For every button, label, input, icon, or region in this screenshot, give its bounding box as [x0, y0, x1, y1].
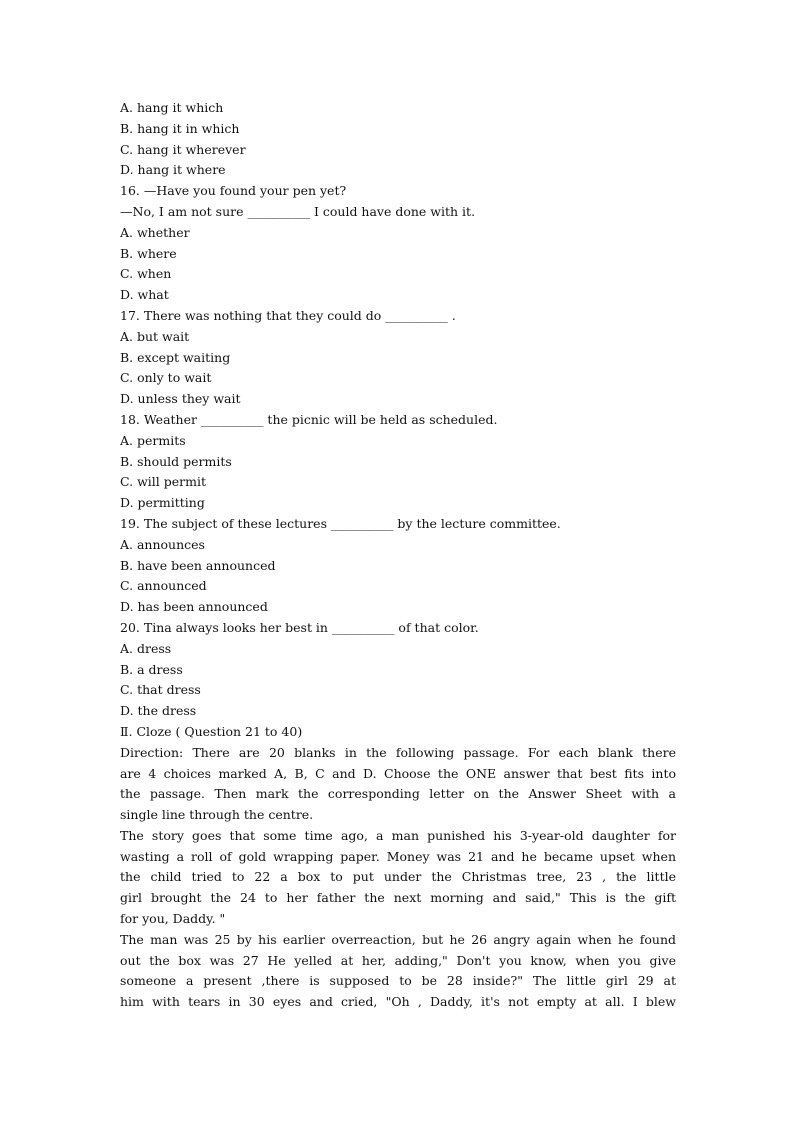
passage-line: The man was 25 by his earlier overreaction, but he 26 angry again when he found [120, 931, 676, 947]
option-line: C. hang it wherever [120, 141, 246, 157]
question-20-stem: 20. Tina always looks her best in __________ of that color. [120, 619, 479, 635]
question-16-stem: 16. —Have you found your pen yet? [120, 183, 347, 199]
option-line: A. but wait [120, 328, 190, 344]
section-heading: Ⅱ. Cloze ( Question 21 to 40) [120, 723, 303, 739]
option-line: C. only to wait [120, 370, 212, 386]
passage-line: someone a present ,there is supposed to be 28 inside?" The little girl 29 at [120, 973, 676, 989]
option-line: D. the dress [120, 703, 197, 719]
option-line: A. announces [120, 536, 205, 552]
option-line: D. hang it where [120, 162, 226, 178]
question-18-stem: 18. Weather __________ the picnic will be held as scheduled. [120, 411, 498, 427]
option-line: C. will permit [120, 474, 206, 490]
option-line: B. where [120, 245, 177, 261]
option-line: B. except waiting [120, 349, 231, 365]
option-line: C. that dress [120, 682, 201, 698]
option-line: C. when [120, 266, 172, 282]
option-line: A. whether [120, 224, 190, 240]
option-line: B. should permits [120, 453, 232, 469]
option-line: B. hang it in which [120, 120, 240, 136]
passage-line: The story goes that some time ago, a man punished his 3-year-old daughter for [120, 827, 676, 843]
option-line: A. permits [120, 432, 186, 448]
passage-line: girl brought the 24 to her father the next morning and said," This is the gift [120, 890, 676, 906]
direction-line: the passage. Then mark the corresponding letter on the Answer Sheet with a [120, 786, 676, 802]
passage-line: wasting a roll of gold wrapping paper. Money was 21 and he became upset when [120, 848, 676, 864]
option-line: A. dress [120, 640, 172, 656]
direction-line: single line through the centre. [120, 807, 314, 823]
option-line: D. has been announced [120, 599, 268, 615]
passage-line: him with tears in 30 eyes and cried, "Oh , Daddy, it's not empty at all. I blew [120, 994, 676, 1010]
exam-document [120, 98, 676, 1013]
option-line: A. hang it which [120, 100, 224, 115]
option-line: B. a dress [120, 661, 183, 677]
passage-line: out the box was 27 He yelled at her, adding," Don't you know, when you give [120, 952, 676, 968]
question-19-stem: 19. The subject of these lectures __________ by the lecture committee. [120, 515, 561, 531]
direction-line: Direction: There are 20 blanks in the following passage. For each blank there [120, 744, 676, 760]
option-line: D. unless they wait [120, 391, 241, 407]
option-line: D. what [120, 287, 169, 303]
direction-line: are 4 choices marked A, B, C and D. Choose the ONE answer that best fits into [120, 765, 676, 781]
passage-line: the child tried to 22 a box to put under the Christmas tree, 23 , the little [120, 869, 676, 885]
option-line: B. have been announced [120, 557, 276, 573]
option-line: D. permitting [120, 495, 205, 511]
question-17-stem: 17. There was nothing that they could do __________ . [120, 307, 456, 323]
question-16-reply: —No, I am not sure __________ I could have done with it. [120, 203, 476, 219]
option-line: C. announced [120, 578, 207, 594]
passage-line: for you, Daddy. " [120, 911, 226, 927]
